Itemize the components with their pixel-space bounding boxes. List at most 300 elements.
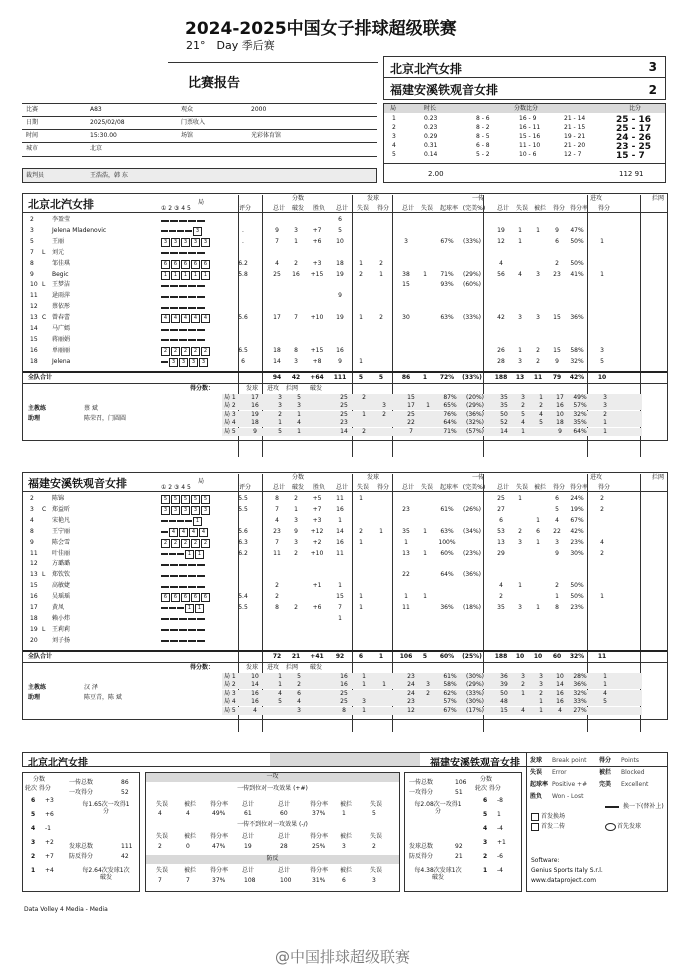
stat-cell: 16 xyxy=(336,505,344,513)
stat-cell: 11 xyxy=(402,604,410,611)
by-set-label: 得分数： xyxy=(190,384,215,392)
column-header: 失误 xyxy=(515,205,528,212)
stat-cell: 28 xyxy=(497,357,505,365)
legend-desc: Positive +# xyxy=(552,781,588,788)
player-number: 3 xyxy=(30,505,34,513)
stat-cell: 61% xyxy=(440,505,454,513)
rotation-number: 3 xyxy=(483,839,488,846)
total-cell: 72% xyxy=(439,373,455,381)
stat-cell: +6 xyxy=(312,604,322,611)
summary-col-header: 总计 xyxy=(242,867,255,874)
stat-cell: 1 xyxy=(338,582,342,590)
column-header: 胜负 xyxy=(312,205,325,212)
stat-cell: 14 xyxy=(556,681,564,689)
stat-cell: 2 xyxy=(499,593,503,601)
set-label: 局 4 xyxy=(224,698,236,706)
stat-cell: 28% xyxy=(573,672,587,680)
stat-cell: 11 xyxy=(336,495,344,502)
set-label: 局 3 xyxy=(224,689,236,697)
summary-col-header: 失误 xyxy=(156,801,169,808)
stat-cell: 25 xyxy=(407,410,415,418)
stat-cell: 1 xyxy=(536,604,540,611)
player-number: 10 xyxy=(30,281,38,289)
summary-value: 7 xyxy=(158,877,162,884)
player-position: L xyxy=(42,571,46,579)
stat-cell: . xyxy=(242,226,244,234)
column-header: 得分 xyxy=(376,205,389,212)
stat-cell: 35% xyxy=(573,419,587,427)
player-number: 12 xyxy=(30,560,38,568)
player-sets: 3 3 3 3 3 xyxy=(161,506,211,515)
set-cell: 24 - 26 xyxy=(616,133,652,143)
stat-cell: 1 xyxy=(278,672,282,680)
stat-cell: 22 xyxy=(407,419,415,427)
stat-cell: 3 xyxy=(521,393,525,401)
stat-cell: 16 xyxy=(556,689,564,697)
player-name: 单丽丽 xyxy=(52,346,71,354)
rotation-number: 6 xyxy=(31,797,36,804)
summary-value: 1 xyxy=(342,810,346,817)
column-group-header: 分数 xyxy=(292,474,305,481)
stat-cell: 5 xyxy=(603,698,607,706)
stat-cell: 4 xyxy=(278,689,282,697)
stat-cell: 41% xyxy=(570,270,584,278)
stat-cell: 2 xyxy=(539,402,543,410)
stat-cell: +6 xyxy=(312,237,322,245)
stat-cell: 18 xyxy=(556,419,564,427)
column-header: 失误 xyxy=(420,484,433,491)
set-cell: 8 - 6 xyxy=(476,115,490,122)
stat-cell: 1 xyxy=(536,538,540,546)
stat-cell: 58% xyxy=(570,346,584,354)
stat-cell: 9 xyxy=(555,549,559,557)
player-sets: 2 2 2 2 2 xyxy=(161,539,211,548)
set-cell: 4 xyxy=(392,142,396,149)
stat-cell: 16 xyxy=(251,402,259,410)
player-name: Jelena xyxy=(52,357,71,365)
player-number: 7 xyxy=(30,248,34,256)
set-cell: 23 - 25 xyxy=(616,142,652,152)
starter-box-icon xyxy=(531,813,539,821)
coach-name: 汉 泽 xyxy=(84,683,98,691)
stat-cell: 7 xyxy=(275,505,279,513)
total-cell: 60 xyxy=(552,652,562,660)
stat-cell: 32% xyxy=(570,357,584,365)
stat-cell: 6 xyxy=(297,689,301,697)
referees: 王浩浩，韩 东 xyxy=(90,172,128,179)
column-header: 总计 xyxy=(335,484,348,491)
stat-cell: 2 xyxy=(536,357,540,365)
stat-cell: 9 xyxy=(338,292,342,300)
stat-cell: 1 xyxy=(518,226,522,234)
stat-cell: (29%) xyxy=(465,402,485,410)
stat-cell: +3 xyxy=(312,259,322,267)
stat-cell: (34%) xyxy=(462,527,482,535)
column-header: 失误 xyxy=(356,205,369,212)
summary-col-header: 失误 xyxy=(156,833,169,840)
stat-cell: 42 xyxy=(497,314,505,322)
stat-cell: 4 xyxy=(275,259,279,267)
stat-cell: 1 xyxy=(379,527,383,535)
rotation-score: +2 xyxy=(45,839,54,846)
stat-cell: 2 xyxy=(275,582,279,590)
stat-cell: +12 xyxy=(310,527,324,535)
stat-cell: 67% xyxy=(440,237,454,245)
total-cell: 11 xyxy=(597,652,607,660)
summary-right: 一传总数 106 一攻得分 51 每2.08次一攻得1分 发球总数 92 防反得分 21 每4.38次发球1次破发 分数 轮次 得分 6 -8 5 1 4 -4 3 +1 2 -6 1 -4 xyxy=(404,772,522,892)
stat-cell: 8 xyxy=(342,707,346,714)
player-sets: 3 3 3 3 xyxy=(161,358,209,367)
stat-cell: 5.5 xyxy=(238,604,248,611)
stat-cell: (32%) xyxy=(465,419,485,427)
stat-cell: 7 xyxy=(294,314,298,322)
stat-cell: 4 xyxy=(521,419,525,427)
legend-desc: Error xyxy=(552,769,567,776)
player-sets: 6 6 6 6 6 xyxy=(161,260,211,269)
player-name: 蔡依彤 xyxy=(52,303,71,311)
stat-cell: (33%) xyxy=(462,314,482,322)
player-name: 陈锦 xyxy=(52,495,65,502)
stat-cell: (29%) xyxy=(462,270,482,278)
referee-label: 裁判员 xyxy=(26,172,45,179)
stat-cell: 50% xyxy=(570,237,584,245)
stat-cell: 50 xyxy=(500,689,508,697)
set-cell: 16 - 11 xyxy=(519,124,541,131)
stat-cell: 23 xyxy=(553,270,561,278)
player-name: 曾春蕾 xyxy=(52,314,71,322)
stat-cell: 3 xyxy=(539,681,543,689)
total-cell: 42 xyxy=(291,373,301,381)
rotation-number: 4 xyxy=(483,825,488,832)
rotation-number: 1 xyxy=(31,867,36,874)
set-cell: 0.29 xyxy=(424,133,438,140)
set-cell: 25 - 17 xyxy=(616,124,652,134)
total-cell: 42% xyxy=(569,373,585,381)
stat-cell: 35 xyxy=(402,527,410,535)
stat-cell: 58% xyxy=(443,681,457,689)
column-group-header: 发球 xyxy=(367,195,380,202)
stat-cell: 2 xyxy=(278,410,282,418)
player-sets: 1 xyxy=(161,517,203,526)
player-sets: 4 4 4 4 4 xyxy=(161,314,211,323)
stat-cell: 2 xyxy=(600,549,604,557)
set-cell: 21 - 20 xyxy=(564,142,586,149)
coach-name: 蔡 斌 xyxy=(84,404,98,412)
stat-cell: 3 xyxy=(278,402,282,410)
by-set-header: 进攻 xyxy=(267,663,280,671)
assistant-label: 助理 xyxy=(28,414,41,422)
stat-cell: 12 xyxy=(497,237,505,245)
stat-cell: 32% xyxy=(573,410,587,418)
set-cell: 25 - 16 xyxy=(616,115,652,125)
summary-col-header: 被拦 xyxy=(184,833,197,840)
stat-cell: 13 xyxy=(402,549,410,557)
total-cell: 5 xyxy=(422,652,428,660)
stat-cell: 3 xyxy=(278,393,282,401)
column-header: 失误 xyxy=(356,484,369,491)
column-group-header: 一传 xyxy=(472,474,485,481)
summary-col-header: 被拦 xyxy=(340,867,353,874)
stat-cell: 71% xyxy=(440,270,454,278)
stat-cell: 1 xyxy=(362,707,366,714)
away-team-name: 福建安溪铁观音女排 xyxy=(390,83,499,97)
legend-key: 胜负 xyxy=(530,793,543,800)
watermark: @中国排球超级联赛 xyxy=(275,948,411,966)
stat-cell: 2 xyxy=(536,346,540,354)
stat-cell: 48 xyxy=(500,698,508,706)
stat-cell: 100% xyxy=(438,538,456,546)
summary-col-header: 得分率 xyxy=(210,833,229,840)
set-label: 局 3 xyxy=(224,410,236,418)
stat-cell: 15 xyxy=(553,314,561,322)
stat-cell: 36 xyxy=(500,672,508,680)
stat-cell: 17 xyxy=(556,393,564,401)
player-name: 王梦洁 xyxy=(52,281,71,289)
player-sets: 4 4 4 4 xyxy=(161,528,209,537)
summary-value: 0 xyxy=(186,843,190,850)
total-cell: 94 xyxy=(272,373,282,381)
stat-cell: 5.6 xyxy=(238,314,248,322)
player-position: C xyxy=(42,505,47,513)
set-label: 局 2 xyxy=(224,402,236,410)
stat-cell: 25 xyxy=(340,410,348,418)
team-name: 福建安溪铁观音女排 xyxy=(28,477,127,490)
stat-cell: 30 xyxy=(402,314,410,322)
legend-desc: Won - Lost xyxy=(552,793,584,800)
column-header: 总计 xyxy=(272,205,285,212)
stat-cell: 2 xyxy=(382,410,386,418)
stat-cell: 1 xyxy=(379,270,383,278)
player-name: 蒋丽娟 xyxy=(52,335,71,343)
stat-cell: 3 xyxy=(518,604,522,611)
stat-cell: 4 xyxy=(518,270,522,278)
summary-value: 2 xyxy=(158,843,162,850)
stat-cell: 16 xyxy=(556,402,564,410)
stat-cell: 23 xyxy=(402,505,410,513)
player-name: 逯雨萍 xyxy=(52,292,71,300)
player-number: 15 xyxy=(30,582,38,590)
player-name: 高敏婕 xyxy=(52,582,71,590)
stat-cell: 1 xyxy=(423,549,427,557)
stat-cell: (36%) xyxy=(465,410,485,418)
stat-cell: 1 xyxy=(359,314,363,322)
stat-cell: (26%) xyxy=(462,505,482,513)
column-header: 胜负 xyxy=(312,484,325,491)
stat-cell: 12 xyxy=(407,707,415,714)
stat-cell: 3 xyxy=(426,681,430,689)
stat-cell: 3 xyxy=(518,357,522,365)
player-number: 13 xyxy=(30,314,38,322)
stat-cell: 64% xyxy=(573,428,587,435)
stat-cell: 5 xyxy=(278,428,282,435)
summary-value: 108 xyxy=(244,877,256,884)
column-header: 得分 xyxy=(597,484,610,491)
player-number: 18 xyxy=(30,614,38,622)
column-group-header: 局 xyxy=(198,199,205,206)
summary-value: 7 xyxy=(186,877,190,884)
player-sets: 1 1 xyxy=(161,604,205,613)
player-number: 9 xyxy=(30,270,34,278)
player-number: 16 xyxy=(30,346,38,354)
stat-cell: 1 xyxy=(294,505,298,513)
stat-cell: 29 xyxy=(497,549,505,557)
summary-left: 分数 轮次 得分 6 +3 5 +6 4 -1 3 +2 2 +7 1 +4 一传总数 86 一攻得分 52 每1.65次一攻得1分 发球总数 111 防反得分 42 每2.64次发球1次破发 xyxy=(22,772,140,892)
summary-col-header: 总计 xyxy=(278,801,291,808)
summary-value: 37% xyxy=(312,810,326,817)
column-header: (完美%) xyxy=(462,205,486,212)
column-group-header: 一传 xyxy=(472,195,485,202)
rotation-number: 5 xyxy=(483,811,488,818)
stat-cell: 2 xyxy=(603,410,607,418)
stat-cell: 1 xyxy=(423,270,427,278)
summary-value: 4 xyxy=(186,810,190,817)
stat-cell: 50% xyxy=(570,593,584,601)
total-cell: 92 xyxy=(335,652,345,660)
stat-cell: 3 xyxy=(603,402,607,410)
column-header: 总计 xyxy=(401,205,414,212)
stat-cell: 18 xyxy=(273,346,281,354)
summary-col-header: 得分率 xyxy=(210,867,229,874)
player-sets: 1 1 1 1 1 xyxy=(161,271,211,280)
summary-value: 4 xyxy=(158,810,162,817)
report-title: 比赛报告 xyxy=(188,76,241,91)
stat-cell: 5 xyxy=(338,226,342,234)
rotation-number: 5 xyxy=(31,811,36,818)
stat-cell: 10 xyxy=(556,672,564,680)
stat-cell: 11 xyxy=(336,549,344,557)
stat-cell: 19 xyxy=(497,226,505,234)
stat-cell: 30% xyxy=(570,549,584,557)
team-name: 北京北汽女排 xyxy=(28,198,94,211)
stat-cell: 1 xyxy=(603,419,607,427)
set-cell: 0.23 xyxy=(424,115,438,122)
column-header: 得分率 xyxy=(569,484,588,491)
stat-cell: . xyxy=(242,237,244,245)
player-number: 8 xyxy=(30,259,34,267)
summary-col-header: 总计 xyxy=(278,833,291,840)
stat-cell: 22 xyxy=(553,527,561,535)
set-cell: 1 xyxy=(392,115,396,122)
stat-cell: 1 xyxy=(518,495,522,502)
stat-cell: (30%) xyxy=(465,698,485,706)
stat-cell: 61% xyxy=(443,672,457,680)
player-number: 12 xyxy=(30,303,38,311)
stat-cell: 1 xyxy=(539,698,543,706)
stat-cell: 1 xyxy=(539,393,543,401)
stat-cell: 5 xyxy=(521,410,525,418)
stat-cell: 1 xyxy=(297,410,301,418)
summary-col-header: 被拦 xyxy=(340,833,353,840)
column-header: (完美%) xyxy=(462,484,486,491)
stat-cell: 1 xyxy=(600,593,604,601)
stat-cell: (30%) xyxy=(465,672,485,680)
coach-label: 主教练 xyxy=(28,404,47,412)
stat-cell: 1 xyxy=(426,402,430,410)
stat-cell: 67% xyxy=(570,516,584,524)
column-header: 评分 xyxy=(238,205,251,212)
player-sets: 2 2 2 2 2 xyxy=(161,347,211,356)
stat-cell: 16 xyxy=(336,346,344,354)
sub-dash-icon xyxy=(605,806,619,808)
by-set-header: 进攻 xyxy=(267,384,280,392)
stat-cell: 1 xyxy=(518,346,522,354)
column-header: 起球率 xyxy=(439,205,458,212)
set-cell: 16 - 9 xyxy=(519,115,537,122)
stat-cell: 7 xyxy=(338,604,342,611)
player-number: 8 xyxy=(30,527,34,535)
column-header: 总计 xyxy=(335,205,348,212)
stat-cell: 1 xyxy=(536,516,540,524)
total-cell: 10 xyxy=(515,652,525,660)
column-header: 起球率 xyxy=(439,484,458,491)
stat-cell: 1 xyxy=(600,237,604,245)
home-team-stats xyxy=(22,193,668,468)
stat-cell: 35 xyxy=(500,393,508,401)
column-header: 失误 xyxy=(420,205,433,212)
player-position: C xyxy=(42,314,47,322)
home-team-name: 北京北汽女排 xyxy=(390,62,463,76)
stat-cell: 15 xyxy=(407,393,415,401)
player-number: 9 xyxy=(30,538,34,546)
player-name: Jelena Mladenovic xyxy=(52,226,107,234)
stat-cell: 76% xyxy=(443,410,457,418)
stat-cell: +2 xyxy=(312,538,322,546)
stat-cell: 3 xyxy=(297,707,301,714)
stat-cell: (57%) xyxy=(465,428,485,435)
stat-cell: 38 xyxy=(402,270,410,278)
stat-cell: 17 xyxy=(273,314,281,322)
stat-cell: 1 xyxy=(423,593,427,601)
player-number: 18 xyxy=(30,357,38,365)
column-header: 评分 xyxy=(238,484,251,491)
stat-cell: 36% xyxy=(570,314,584,322)
stat-cell: 3 xyxy=(536,270,540,278)
legend-desc: Points xyxy=(621,757,640,764)
away-team-stats xyxy=(22,472,668,748)
column-header: 得分 xyxy=(552,484,565,491)
set-cell: 0.31 xyxy=(424,142,438,149)
set-cell: 8 - 2 xyxy=(476,124,490,131)
rotation-score: -4 xyxy=(497,867,503,874)
final-score-box xyxy=(383,56,666,100)
stat-cell: 63% xyxy=(440,314,454,322)
stat-cell: 16 xyxy=(336,538,344,546)
stat-cell: 1 xyxy=(603,681,607,689)
match-info: 比赛 A83 日期 2025/02/08 时间 15:30.00 城市 北京 观众 2000 门票收入 场馆 光彩体育馆 xyxy=(26,106,282,152)
stat-cell: 1 xyxy=(521,428,525,435)
stat-cell: +15 xyxy=(310,270,324,278)
stat-cell: 4 xyxy=(499,259,503,267)
stat-cell: 22 xyxy=(402,571,410,579)
total-cell: 10 xyxy=(533,652,543,660)
stat-cell: 25 xyxy=(340,393,348,401)
stat-cell: 14 xyxy=(500,428,508,435)
stat-cell: 2 xyxy=(555,259,559,267)
stat-cell: 6.5 xyxy=(238,346,248,354)
stat-cell: 16 xyxy=(251,689,259,697)
by-set-header: 破发 xyxy=(310,384,323,392)
player-number: 20 xyxy=(30,636,38,644)
player-name: 王丽 xyxy=(52,237,65,245)
stat-cell: 3 xyxy=(518,314,522,322)
stat-cell: 1 xyxy=(521,689,525,697)
stat-cell: (17%) xyxy=(465,707,485,714)
by-set-label: 得分数： xyxy=(190,663,215,671)
legend-key: 发球 xyxy=(530,757,543,764)
stat-cell: 8 xyxy=(555,604,559,611)
column-header: 得分率 xyxy=(569,205,588,212)
stat-cell: 2 xyxy=(359,270,363,278)
